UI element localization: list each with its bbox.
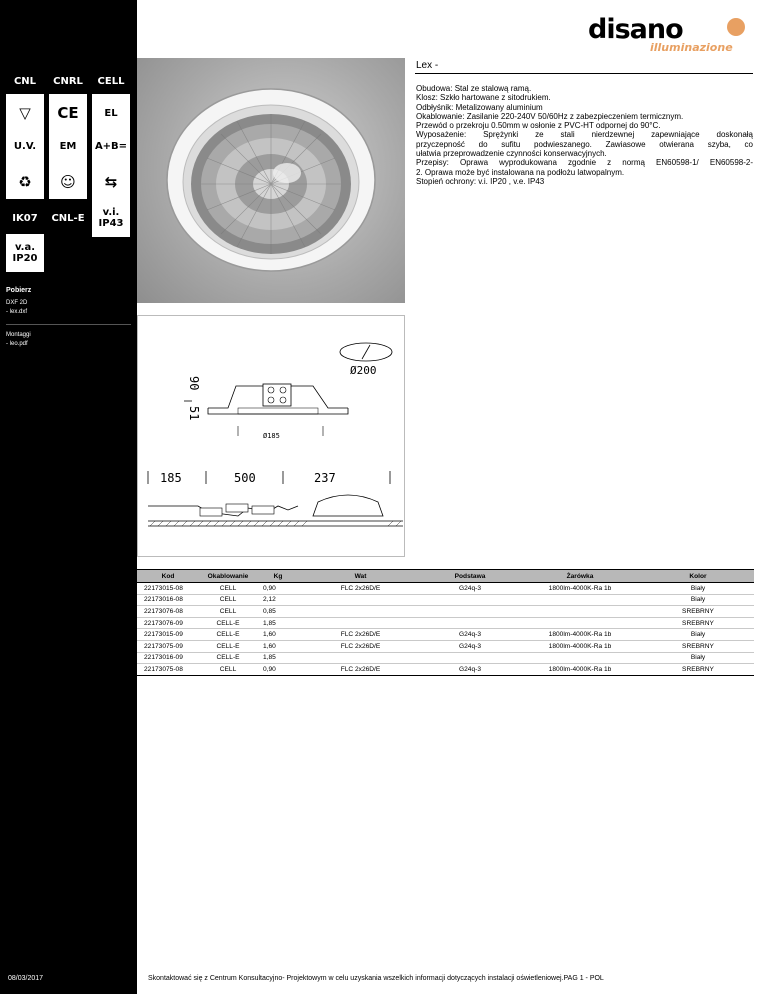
product-description <box>416 84 753 186</box>
product-title: Lex - <box>416 60 439 71</box>
description-line: ułatwia przeprowadzenie czynności konserwacyjnych. <box>416 149 607 159</box>
downloads-header: Pobierz <box>6 287 32 294</box>
downloads-divider <box>6 324 131 325</box>
table-cell: CELL-E <box>199 629 257 641</box>
table-cell: G24q-3 <box>422 629 518 641</box>
cnle-badge: CNL-E <box>49 199 87 237</box>
table-cell: 22173075-09 <box>137 640 199 652</box>
table-cell <box>518 606 642 618</box>
description-line: Przepisy: Oprawa wyprodukowana zgodnie z normą EN60598-1/ EN60598-2- <box>416 158 753 168</box>
table-cell: Biały <box>642 583 754 595</box>
dim-height-b: 51 <box>187 406 201 421</box>
table-cell: CELL <box>199 583 257 595</box>
ik-rating-badge: IK07 <box>6 199 44 237</box>
description-line: przyczepność do sufitu podwieszanego. Zawiasowe otwierana szyba, co <box>416 139 753 149</box>
brand-name: disano <box>588 14 683 45</box>
column-header: Okablowanie <box>199 570 257 583</box>
table-cell: Biały <box>642 629 754 641</box>
cell-badge: CELL <box>92 62 130 100</box>
table-cell <box>422 652 518 664</box>
dim-height-a: 90 <box>187 376 201 391</box>
table-cell: SREBRNY <box>642 617 754 629</box>
installer-icon: ☺ <box>49 163 87 201</box>
ip20-badge: v.a. IP20 <box>6 234 44 272</box>
table-cell: G24q-3 <box>422 640 518 652</box>
table-cell: 22173015-08 <box>137 583 199 595</box>
table-header-row <box>137 570 754 583</box>
table-cell: 22173015-09 <box>137 629 199 641</box>
product-photo <box>137 58 405 303</box>
dim-500: 500 <box>234 471 256 485</box>
table-cell: CELL-E <box>199 652 257 664</box>
description-line: Przewód o przekroju 0.50mm w osłonie z PVC-HT odpornej do 90°C. <box>416 121 661 131</box>
ip43-badge: v.i. IP43 <box>92 199 130 237</box>
table-cell: Biały <box>642 652 754 664</box>
disano-logo <box>588 14 748 54</box>
table-cell: 0,90 <box>257 583 299 595</box>
table-row <box>137 640 754 652</box>
ce-mark-icon: CE <box>49 94 87 132</box>
title-rule <box>415 73 753 74</box>
brand-dot-icon <box>727 18 745 36</box>
table-body <box>137 583 754 676</box>
downloads-panel <box>6 287 131 349</box>
table-cell: 0,90 <box>257 664 299 676</box>
table-cell: 1800lm-4000K-Ra 1b <box>518 629 642 641</box>
table-cell: SREBRNY <box>642 664 754 676</box>
table-cell: 22173016-09 <box>137 652 199 664</box>
table-cell: Biały <box>642 594 754 606</box>
table-cell: FLC 2x26D/E <box>299 664 422 676</box>
description-line: 2. Oprawa może być instalowana na podłożu latwopalnym. <box>416 167 625 177</box>
table-cell <box>299 652 422 664</box>
table-row <box>137 617 754 629</box>
dim-cutout: Ø185 <box>263 432 280 440</box>
technical-drawing <box>137 315 405 557</box>
table-row <box>137 629 754 641</box>
table-cell: 1,85 <box>257 652 299 664</box>
cnrl-badge: CNRL <box>49 62 87 100</box>
description-line: Okablowanie: Zasilanie 220-240V 50/60Hz z zabezpieczeniem termicznym. <box>416 111 684 121</box>
table-cell <box>422 606 518 618</box>
table-cell: 1,60 <box>257 640 299 652</box>
table-cell <box>299 594 422 606</box>
column-header: Kg <box>257 570 299 583</box>
dim-237: 237 <box>314 471 336 485</box>
energy-class-icon: A+B= <box>92 127 130 165</box>
table-cell <box>518 594 642 606</box>
table-cell: 1800lm-4000K-Ra 1b <box>518 640 642 652</box>
table-cell: 22173076-09 <box>137 617 199 629</box>
dxf-link[interactable]: - lex.dxf <box>6 309 28 315</box>
table-row <box>137 583 754 595</box>
table-cell: CELL-E <box>199 640 257 652</box>
table-cell: 22173016-08 <box>137 594 199 606</box>
table-cell: 1,60 <box>257 629 299 641</box>
column-header: Kod <box>137 570 199 583</box>
em-icon: EM <box>49 127 87 165</box>
table-cell: 1,85 <box>257 617 299 629</box>
description-line: Klosz: Szkło hartowane z sitodrukiem. <box>416 93 551 103</box>
document-date: 08/03/2017 <box>8 975 44 982</box>
table-row <box>137 594 754 606</box>
table-cell: 1800lm-4000K-Ra 1b <box>518 583 642 595</box>
dim-diameter: Ø200 <box>350 364 377 377</box>
table-cell: CELL <box>199 664 257 676</box>
cnl-badge: CNL <box>6 62 44 100</box>
table-cell: SREBRNY <box>642 606 754 618</box>
description-line: Odbłyśnik: Metalizowany aluminium <box>416 102 543 112</box>
table-cell: CELL <box>199 594 257 606</box>
table-cell <box>299 617 422 629</box>
dimming-icon: ⇆ <box>92 163 130 201</box>
brand-subtitle: illuminazione <box>650 41 733 54</box>
table-cell: FLC 2x26D/E <box>299 640 422 652</box>
f-mark-icon: ▽ <box>6 94 44 132</box>
product-table <box>137 569 754 676</box>
table-cell <box>422 617 518 629</box>
energy-label-icon: EL <box>92 94 130 132</box>
column-header: Kolor <box>642 570 754 583</box>
table-cell: 0,85 <box>257 606 299 618</box>
table-cell: CELL <box>199 606 257 618</box>
sidebar <box>0 0 137 994</box>
table-cell: 22173075-08 <box>137 664 199 676</box>
dim-185: 185 <box>160 471 182 485</box>
dxf-title: DXF 2D <box>6 300 28 306</box>
table-cell: 22173076-08 <box>137 606 199 618</box>
table-cell: 1800lm-4000K-Ra 1b <box>518 664 642 676</box>
column-header: Podstawa <box>422 570 518 583</box>
column-header: Wat <box>299 570 422 583</box>
footer-note: Skontaktować się z Centrum Konsultacyjno- Projektowym w celu uzyskania wszelkich informacji dotyczących instalacji oświetleniowej.PAG 1 - POL <box>148 975 604 982</box>
table-row <box>137 664 754 676</box>
recycle-bag-icon: ♻ <box>6 163 44 201</box>
downlight-image <box>137 58 405 303</box>
table-cell: FLC 2x26D/E <box>299 583 422 595</box>
description-line: Stopień ochrony: v.i. IP20 , v.e. IP43 <box>416 176 545 186</box>
table-cell: FLC 2x26D/E <box>299 629 422 641</box>
table-cell: G24q-3 <box>422 583 518 595</box>
table-row <box>137 606 754 618</box>
table-cell: 2,12 <box>257 594 299 606</box>
description-line: Obudowa: Stal ze stalową ramą. <box>416 84 532 93</box>
table-cell <box>518 617 642 629</box>
montaggi-title: Montaggi <box>6 332 31 338</box>
table-cell: SREBRNY <box>642 640 754 652</box>
table-cell: CELL-E <box>199 617 257 629</box>
table-cell <box>299 606 422 618</box>
montaggi-link[interactable]: - leo.pdf <box>6 341 28 347</box>
uv-icon: U.V. <box>6 127 44 165</box>
table-cell: G24q-3 <box>422 664 518 676</box>
table-cell <box>518 652 642 664</box>
dimension-drawing <box>138 316 404 556</box>
description-line: Wyposażenie: Sprężynki ze stali nierdzewnej zapewniające doskonałą <box>416 130 753 140</box>
table-row <box>137 652 754 664</box>
table-cell <box>422 594 518 606</box>
column-header: Żarówka <box>518 570 642 583</box>
